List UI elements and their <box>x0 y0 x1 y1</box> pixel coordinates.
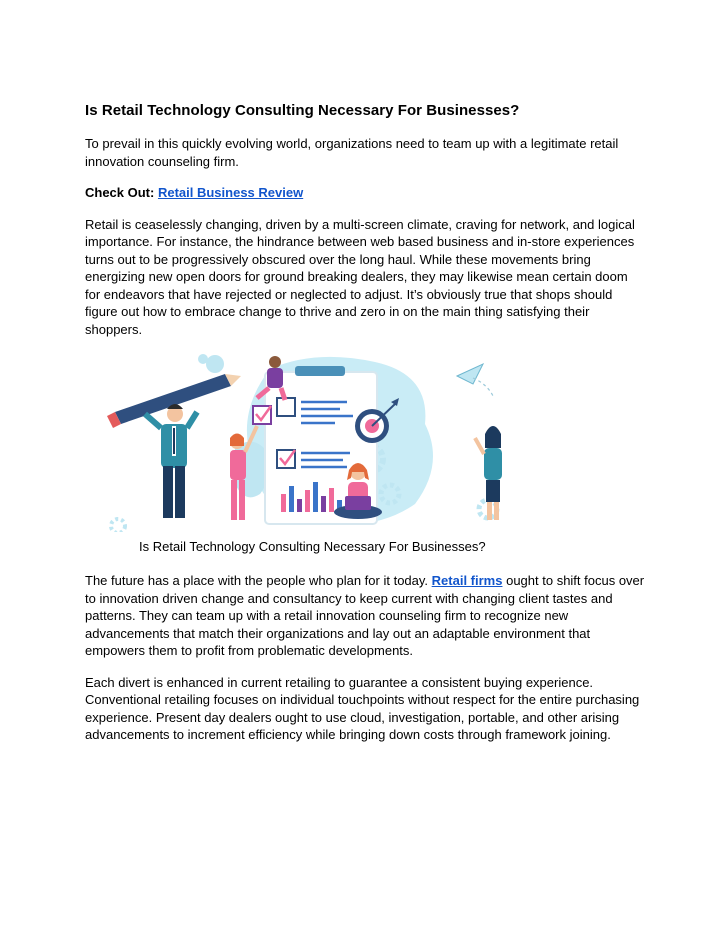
paragraph-future-start: The future has a place with the people who plan for it today. <box>85 573 429 588</box>
retail-firms-link[interactable]: Retail firms <box>431 573 503 588</box>
paragraph-retail-changing: Retail is ceaselessly changing, driven by a multi-screen climate, craving for network, and logical importance. For instance, the hindrance between web based business and in-store experiences turns out to be progressively obscured over the long haul. While these movements bring energizing new open doors for ground breaking dealers, they may likewise mean certain doom for endeavors that have rejected or neglected to adjust. It’s obviously true that shops should figure out how to embrace change to thrive and zero in on the main thing satisfying their shoppers. <box>85 216 635 337</box>
image-caption: Is Retail Technology Consulting Necessary For Businesses? <box>139 539 486 554</box>
paragraph-future <box>85 572 645 660</box>
article-body <box>85 101 645 744</box>
check-out-label: Check Out: <box>85 185 155 200</box>
retail-business-review-link[interactable]: Retail Business Review <box>157 185 304 200</box>
article-title: Is Retail Technology Consulting Necessary For Businesses? <box>85 102 520 119</box>
intro-paragraph: To prevail in this quickly evolving world, organizations need to team up with a legitimate retail innovation counseling firm. <box>85 136 619 169</box>
article-illustration <box>85 354 645 532</box>
retail-consulting-illustration <box>85 354 645 532</box>
paragraph-each-divert: Each divert is enhanced in current retailing to guarantee a consistent buying experience. Conventional retailing focuses on individual touchpoints without respect for the entire purchasing experience. Present day dealers ought to use cloud, investigation, portable, and other arising advancements to increment efficiency while bringing down costs through framework joining. <box>85 674 640 742</box>
paragraph-future-rest: ought to shift focus over to innovation driven change and consultancy to keep current with changing client tastes and patterns. They can team up with a retail innovation counseling firm to recognize new advancements that match their organizations and lay out an adaptable environment that empowers them to profit from problematic developments. <box>85 573 645 658</box>
check-out-line <box>85 184 645 202</box>
